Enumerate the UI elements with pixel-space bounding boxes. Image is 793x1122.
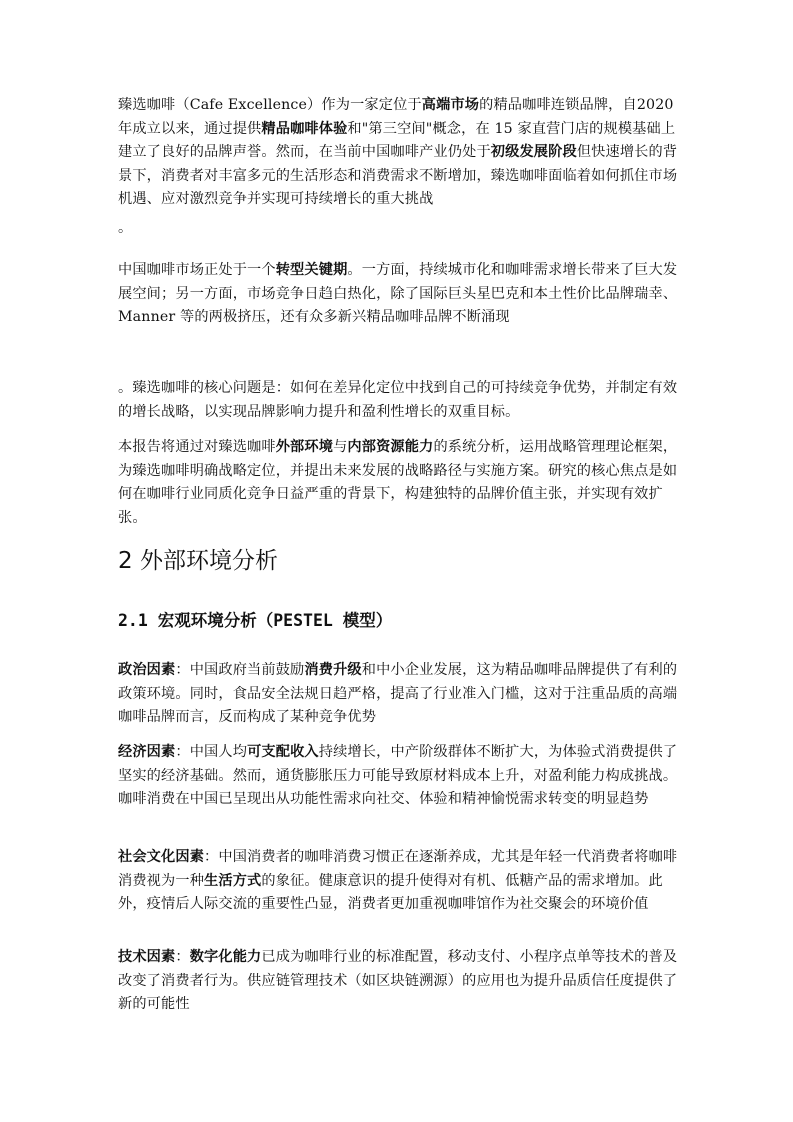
social-factor-paragraph: [118, 846, 678, 917]
bold-term: 内部资源能力: [347, 439, 434, 455]
intro-paragraph-3: 。臻选咖啡的核心问题是：如何在差异化定位中找到自己的可持续竞争优势，并制定有效的增长战略，以实现品牌影响力提升和盈利性增长的双重目标。: [118, 380, 678, 420]
bold-term: 数字化能力: [189, 949, 262, 965]
text-run: ：中国政府当前鼓励: [175, 662, 305, 678]
text-run: 的精品咖啡连锁品牌，自2020年成立以来，通过提供: [118, 97, 674, 137]
text-run: 和中小企业发展，这为精品咖啡品牌提供了有利的政策环境。同时，食品安全法规日趋严格，提高了行业准入门槛，这对于注重品质的高端咖啡品牌而言，反而构成了某种竞争优势: [118, 662, 678, 725]
bold-term: 消费升级: [304, 662, 362, 678]
bold-term: 外部环境: [275, 439, 334, 455]
text-run: 中国咖啡市场正处于一个: [118, 262, 276, 278]
bold-term: 精品咖啡体验: [261, 120, 348, 137]
intro-paragraph-1-tail: 。: [118, 220, 133, 236]
text-run: 臻选咖啡（Cafe Excellence）作为一家定位于: [118, 97, 422, 113]
factor-label: 经济因素: [118, 744, 176, 760]
bold-term: 可支配收入: [247, 744, 319, 760]
intro-paragraph-4: [118, 436, 678, 530]
text-run: ：中国人均: [175, 744, 248, 760]
text-run: 。一方面，持续城市化和咖啡需求增长带来了巨大发展空间；另一方面，市场竞争日趋白热化，除了国际巨头星巴克和本土性价比品牌瑞幸、Manner 等的两极挤压，还有众多新兴精品咖啡品牌不断涌现: [118, 262, 678, 325]
bold-term: 生活方式: [204, 872, 262, 889]
bold-term: 转型关键期: [275, 262, 348, 278]
bold-term: 初级发展阶段: [490, 144, 577, 160]
economic-factor-paragraph: [118, 741, 678, 812]
text-run: 持续增长，中产阶级群体不断扩大，为体验式消费提供了坚实的经济基础。然而，通货膨胀压力可能导致原材料成本上升，对盈利能力构成挑战。咖啡消费在中国已呈现出从功能性需求向社交、体验和精神愉悦需求转变的明显趋势: [118, 744, 678, 807]
text-run: 已成为咖啡行业的标准配置，移动支付、小程序点单等技术的普及改变了消费者行为。供应链管理技术（如区块链溯源）的应用也为提升品质信任度提供了新的可能性: [118, 949, 678, 1012]
text-run: ：: [175, 949, 190, 965]
text-run: ：中国消费者的咖啡消费习惯正在逐渐养成，尤其是年轻一代消费者将咖啡消费视为一种: [118, 849, 678, 889]
text-run: 但快速增长的背景下，消费者对丰富多元的生活形态和消费需求不断增加，臻选咖啡面临着如何抓住市场机遇、应对激烈竞争并实现可持续增长的重大挑战: [118, 144, 678, 207]
text-run: 本报告将通过对臻选咖啡: [118, 439, 276, 455]
intro-paragraph-2: [118, 259, 678, 330]
factor-label: 社会文化因素: [118, 849, 205, 865]
text-run: 和"第三空间"概念，在 15 家直营门店的规模基础上建立了良好的品牌声誉。然而，在当前中国咖啡产业仍处于: [118, 120, 676, 160]
technological-factor-paragraph: [118, 946, 678, 1017]
political-factor-paragraph: [118, 659, 678, 730]
intro-paragraph-1: [118, 94, 678, 212]
text-run: 的系统分析，运用战略管理理论框架，为臻选咖啡明确战略定位，并提出未来发展的战略路径与实施方案。研究的核心焦点是如何在咖啡行业同质化竞争日益严重的背景下，构建独特的品牌价值主张，并实现有效扩张。: [118, 439, 678, 526]
factor-label: 技术因素: [118, 949, 176, 965]
bold-term: 高端市场: [421, 97, 480, 113]
factor-label: 政治因素: [118, 662, 176, 678]
text-run: 的象征。健康意识的提升使得对有机、低糖产品的需求增加。此外，疫情后人际交流的重要性凸显，消费者更加重视咖啡馆作为社交聚会的环境价值: [118, 872, 663, 912]
subsection-heading: 2.1 宏观环境分析（PESTEL 模型）: [118, 611, 393, 630]
section-heading: 2 外部环境分析: [118, 548, 278, 574]
text-run: 与: [333, 439, 348, 455]
